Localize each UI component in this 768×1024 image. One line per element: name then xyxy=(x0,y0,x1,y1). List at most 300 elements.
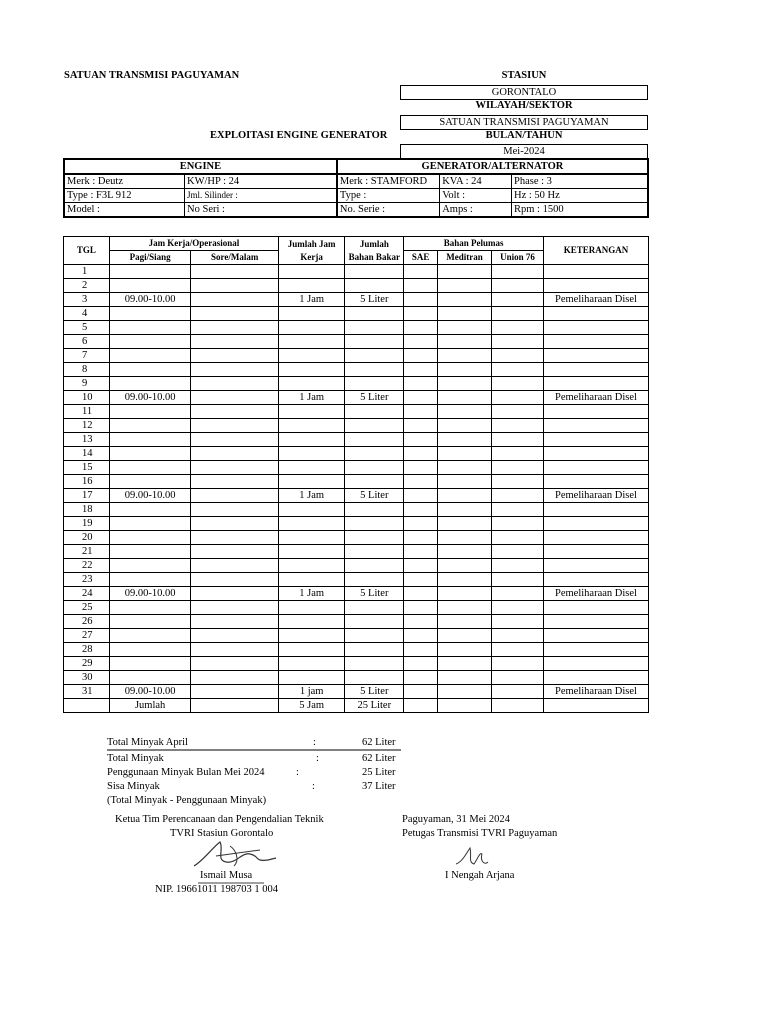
tgl-cell: 17 xyxy=(64,489,110,503)
sae-cell xyxy=(404,573,438,587)
pagi-cell xyxy=(109,419,191,433)
jumlah-jam-header xyxy=(279,237,345,265)
pagi-cell xyxy=(109,629,191,643)
jumlah-jam-cell xyxy=(279,671,345,685)
meditran-cell xyxy=(438,405,492,419)
union-cell xyxy=(492,643,544,657)
keterangan-header: KETERANGAN xyxy=(543,237,648,265)
sae-cell xyxy=(404,461,438,475)
gen-merk: Merk : STAMFORD xyxy=(337,174,440,189)
left-signature-image xyxy=(190,838,280,870)
jumlah-jam-cell xyxy=(279,629,345,643)
bahan-bakar-cell xyxy=(345,307,404,321)
engine-merk: Merk : Deutz xyxy=(64,174,185,189)
keterangan-cell: Pemeliharaan Disel xyxy=(543,587,648,601)
pagi-cell xyxy=(109,461,191,475)
jumlah-jam-cell: 1 jam xyxy=(279,685,345,699)
table-row xyxy=(64,321,649,335)
bahan-bakar-cell xyxy=(345,363,404,377)
pagi-cell xyxy=(109,671,191,685)
jumlah-jam-cell xyxy=(279,321,345,335)
wilayah-value: SATUAN TRANSMISI PAGUYAMAN xyxy=(400,115,648,130)
keterangan-cell xyxy=(543,503,648,517)
table-row xyxy=(64,545,649,559)
table-row xyxy=(64,363,649,377)
tgl-cell: 18 xyxy=(64,503,110,517)
bahan-bakar-cell xyxy=(345,447,404,461)
jumlah-jam-cell xyxy=(279,461,345,475)
summary-label: Sisa Minyak xyxy=(107,781,160,792)
sae-header: SAE xyxy=(404,251,438,265)
summary-colon: : xyxy=(313,737,316,748)
meditran-cell xyxy=(438,377,492,391)
sore-cell xyxy=(191,419,279,433)
jumlah-jam-cell xyxy=(279,475,345,489)
meditran-cell xyxy=(438,307,492,321)
sae-cell xyxy=(404,643,438,657)
union-cell xyxy=(492,433,544,447)
sae-cell xyxy=(404,559,438,573)
total-sae-cell xyxy=(404,699,438,713)
union-cell xyxy=(492,685,544,699)
keterangan-cell xyxy=(543,657,648,671)
pagi-cell xyxy=(109,377,191,391)
sore-cell xyxy=(191,475,279,489)
engine-header: ENGINE xyxy=(64,159,337,174)
tgl-cell: 13 xyxy=(64,433,110,447)
sae-cell xyxy=(404,657,438,671)
engine-type: Type : F3L 912 xyxy=(64,189,185,203)
gen-volt: Volt : xyxy=(440,189,512,203)
union-cell xyxy=(492,573,544,587)
union-cell xyxy=(492,671,544,685)
jumlah-jam-cell xyxy=(279,517,345,531)
sae-cell xyxy=(404,489,438,503)
table-row xyxy=(64,265,649,279)
tgl-cell: 16 xyxy=(64,475,110,489)
bulan-value: Mei-2024 xyxy=(400,144,648,159)
table-row xyxy=(64,335,649,349)
union-cell xyxy=(492,377,544,391)
table-row xyxy=(64,461,649,475)
bahan-bakar-cell xyxy=(345,405,404,419)
keterangan-cell xyxy=(543,461,648,475)
meditran-header: Meditran xyxy=(438,251,492,265)
sae-cell xyxy=(404,363,438,377)
keterangan-cell xyxy=(543,405,648,419)
engine-model: Model : xyxy=(64,203,185,218)
tgl-cell: 5 xyxy=(64,321,110,335)
tgl-cell: 23 xyxy=(64,573,110,587)
jumlah-jam-cell xyxy=(279,433,345,447)
union-cell xyxy=(492,419,544,433)
pagi-cell xyxy=(109,335,191,349)
pagi-cell xyxy=(109,279,191,293)
sore-cell xyxy=(191,405,279,419)
sae-cell xyxy=(404,545,438,559)
meditran-cell xyxy=(438,391,492,405)
table-row xyxy=(64,279,649,293)
summary-value: 37 Liter xyxy=(362,781,396,792)
tgl-cell: 1 xyxy=(64,265,110,279)
table-row xyxy=(64,391,649,405)
pagi-cell xyxy=(109,657,191,671)
tgl-cell: 25 xyxy=(64,601,110,615)
union-cell xyxy=(492,391,544,405)
bahan-bakar-header-line1: Jumlah xyxy=(359,238,389,249)
bahan-bakar-cell xyxy=(345,643,404,657)
meditran-cell xyxy=(438,461,492,475)
sore-cell xyxy=(191,517,279,531)
tgl-cell: 7 xyxy=(64,349,110,363)
union-header: Union 76 xyxy=(492,251,544,265)
stasiun-value: GORONTALO xyxy=(400,85,648,100)
sae-cell xyxy=(404,391,438,405)
bahan-bakar-cell xyxy=(345,433,404,447)
jumlah-jam-cell xyxy=(279,377,345,391)
bahan-bakar-cell: 5 Liter xyxy=(345,685,404,699)
tgl-cell: 12 xyxy=(64,419,110,433)
pagi-cell xyxy=(109,405,191,419)
sore-cell xyxy=(191,671,279,685)
jumlah-jam-cell xyxy=(279,615,345,629)
total-jam-cell: 5 Jam xyxy=(279,699,345,713)
wilayah-label: WILAYAH/SEKTOR xyxy=(475,100,573,111)
gen-phase: Phase : 3 xyxy=(511,174,648,189)
sae-cell xyxy=(404,293,438,307)
keterangan-cell: Pemeliharaan Disel xyxy=(543,293,648,307)
keterangan-cell xyxy=(543,349,648,363)
sore-cell xyxy=(191,377,279,391)
tgl-cell: 24 xyxy=(64,587,110,601)
gen-noserie: No. Serie : xyxy=(337,203,440,218)
tgl-cell: 21 xyxy=(64,545,110,559)
jumlah-jam-cell xyxy=(279,419,345,433)
meditran-cell xyxy=(438,363,492,377)
sore-header: Sore/Malam xyxy=(191,251,279,265)
total-row xyxy=(64,699,649,713)
generator-header: GENERATOR/ALTERNATOR xyxy=(337,159,648,174)
sae-cell xyxy=(404,405,438,419)
keterangan-cell xyxy=(543,419,648,433)
right-place-date: Paguyaman, 31 Mei 2024 xyxy=(402,814,510,825)
bahan-bakar-cell xyxy=(345,671,404,685)
table-row xyxy=(64,629,649,643)
sae-cell xyxy=(404,349,438,363)
bahan-bakar-cell xyxy=(345,377,404,391)
sore-cell xyxy=(191,447,279,461)
sore-cell xyxy=(191,573,279,587)
jumlah-jam-cell xyxy=(279,531,345,545)
pagi-cell xyxy=(109,265,191,279)
summary-label: Penggunaan Minyak Bulan Mei 2024 xyxy=(107,767,265,778)
sore-cell xyxy=(191,321,279,335)
left-signer-nip: NIP. 19661011 198703 1 004 xyxy=(155,884,278,895)
keterangan-cell xyxy=(543,363,648,377)
table-row xyxy=(64,643,649,657)
total-meditran-cell xyxy=(438,699,492,713)
union-cell xyxy=(492,307,544,321)
bahan-bakar-cell xyxy=(345,629,404,643)
sae-cell xyxy=(404,587,438,601)
summary-label: Total Minyak April xyxy=(107,737,188,748)
sore-cell xyxy=(191,629,279,643)
sore-cell xyxy=(191,601,279,615)
tgl-cell: 15 xyxy=(64,461,110,475)
sore-cell xyxy=(191,531,279,545)
left-signer-title-1: Ketua Tim Perencanaan dan Pengendalian Teknik xyxy=(115,814,324,825)
tgl-cell: 8 xyxy=(64,363,110,377)
meditran-cell xyxy=(438,643,492,657)
meditran-cell xyxy=(438,349,492,363)
org-title: SATUAN TRANSMISI PAGUYAMAN xyxy=(64,70,240,81)
sae-cell xyxy=(404,601,438,615)
bahan-bakar-cell xyxy=(345,419,404,433)
keterangan-cell xyxy=(543,545,648,559)
sae-cell xyxy=(404,517,438,531)
keterangan-cell xyxy=(543,615,648,629)
meditran-cell xyxy=(438,279,492,293)
sae-cell xyxy=(404,377,438,391)
pagi-cell: 09.00-10.00 xyxy=(109,293,191,307)
keterangan-cell xyxy=(543,671,648,685)
union-cell xyxy=(492,587,544,601)
union-cell xyxy=(492,475,544,489)
right-signer-title: Petugas Transmisi TVRI Paguyaman xyxy=(402,828,558,839)
sore-cell xyxy=(191,265,279,279)
pagi-cell: 09.00-10.00 xyxy=(109,391,191,405)
meditran-cell xyxy=(438,489,492,503)
keterangan-cell xyxy=(543,265,648,279)
pagi-cell: 09.00-10.00 xyxy=(109,685,191,699)
right-signer-name: I Nengah Arjana xyxy=(445,870,515,881)
union-cell xyxy=(492,447,544,461)
sore-cell xyxy=(191,461,279,475)
pagi-cell xyxy=(109,475,191,489)
pagi-cell xyxy=(109,517,191,531)
summary-label: Total Minyak xyxy=(107,753,164,764)
summary-divider xyxy=(107,749,401,751)
meditran-cell xyxy=(438,545,492,559)
sae-cell xyxy=(404,475,438,489)
bahan-bakar-cell: 5 Liter xyxy=(345,293,404,307)
keterangan-cell xyxy=(543,629,648,643)
meditran-cell xyxy=(438,685,492,699)
union-cell xyxy=(492,321,544,335)
meditran-cell xyxy=(438,503,492,517)
bahan-bakar-cell xyxy=(345,559,404,573)
pagi-cell xyxy=(109,433,191,447)
keterangan-cell xyxy=(543,475,648,489)
table-row xyxy=(64,447,649,461)
meditran-cell xyxy=(438,419,492,433)
pagi-cell xyxy=(109,363,191,377)
sore-cell xyxy=(191,293,279,307)
keterangan-cell xyxy=(543,279,648,293)
jumlah-jam-cell xyxy=(279,657,345,671)
table-row xyxy=(64,377,649,391)
bahan-bakar-cell xyxy=(345,573,404,587)
keterangan-cell xyxy=(543,307,648,321)
bahan-bakar-cell xyxy=(345,265,404,279)
sore-cell xyxy=(191,643,279,657)
jumlah-jam-cell xyxy=(279,643,345,657)
table-row xyxy=(64,657,649,671)
tgl-cell: 30 xyxy=(64,671,110,685)
keterangan-cell xyxy=(543,517,648,531)
union-cell xyxy=(492,489,544,503)
table-row xyxy=(64,615,649,629)
jumlah-jam-cell xyxy=(279,573,345,587)
meditran-cell xyxy=(438,475,492,489)
pagi-cell xyxy=(109,559,191,573)
total-union-cell xyxy=(492,699,544,713)
summary-value: 62 Liter xyxy=(362,737,396,748)
pagi-cell: 09.00-10.00 xyxy=(109,489,191,503)
sae-cell xyxy=(404,685,438,699)
keterangan-cell: Pemeliharaan Disel xyxy=(543,391,648,405)
total-sore-cell xyxy=(191,699,279,713)
jumlah-jam-cell xyxy=(279,601,345,615)
summary-colon: : xyxy=(296,767,299,778)
jumlah-jam-header-line2: Kerja xyxy=(300,251,323,262)
table-row xyxy=(64,307,649,321)
tgl-cell: 29 xyxy=(64,657,110,671)
table-row xyxy=(64,573,649,587)
jam-kerja-header: Jam Kerja/Operasional xyxy=(109,237,278,251)
bahan-bakar-header-line2: Bahan Bakar xyxy=(348,251,400,262)
sore-cell xyxy=(191,559,279,573)
sae-cell xyxy=(404,279,438,293)
right-signature-image xyxy=(452,844,492,870)
sore-cell xyxy=(191,685,279,699)
union-cell xyxy=(492,559,544,573)
meditran-cell xyxy=(438,321,492,335)
union-cell xyxy=(492,545,544,559)
engine-spec-table xyxy=(63,158,649,218)
doc-title: EXPLOITASI ENGINE GENERATOR xyxy=(210,130,388,141)
keterangan-cell xyxy=(543,377,648,391)
meditran-cell xyxy=(438,433,492,447)
bulan-label: BULAN/TAHUN xyxy=(485,130,563,141)
jumlah-jam-cell: 1 Jam xyxy=(279,293,345,307)
operation-log-table xyxy=(63,236,649,713)
tgl-cell: 20 xyxy=(64,531,110,545)
sae-cell xyxy=(404,503,438,517)
pagi-cell xyxy=(109,503,191,517)
union-cell xyxy=(492,657,544,671)
keterangan-cell xyxy=(543,643,648,657)
sore-cell xyxy=(191,279,279,293)
sae-cell xyxy=(404,265,438,279)
sae-cell xyxy=(404,447,438,461)
left-signer-name: Ismail Musa xyxy=(200,870,253,881)
pagi-cell xyxy=(109,447,191,461)
engine-kwhp: KW/HP : 24 xyxy=(185,174,337,189)
sae-cell xyxy=(404,531,438,545)
pagi-cell xyxy=(109,573,191,587)
sore-cell xyxy=(191,307,279,321)
table-row xyxy=(64,433,649,447)
sae-cell xyxy=(404,629,438,643)
table-row xyxy=(64,559,649,573)
pagi-cell: 09.00-10.00 xyxy=(109,587,191,601)
gen-type: Type : xyxy=(337,189,440,203)
keterangan-cell: Pemeliharaan Disel xyxy=(543,489,648,503)
union-cell xyxy=(492,279,544,293)
bahan-bakar-cell xyxy=(345,335,404,349)
jumlah-jam-cell: 1 Jam xyxy=(279,489,345,503)
bahan-bakar-cell xyxy=(345,503,404,517)
tgl-cell: 27 xyxy=(64,629,110,643)
meditran-cell xyxy=(438,629,492,643)
table-row xyxy=(64,671,649,685)
meditran-cell xyxy=(438,615,492,629)
total-ket-cell xyxy=(543,699,648,713)
gen-kva: KVA : 24 xyxy=(440,174,512,189)
keterangan-cell xyxy=(543,447,648,461)
tgl-cell: 31 xyxy=(64,685,110,699)
union-cell xyxy=(492,531,544,545)
bahan-bakar-cell xyxy=(345,545,404,559)
tgl-header: TGL xyxy=(64,237,110,265)
keterangan-cell xyxy=(543,433,648,447)
sore-cell xyxy=(191,335,279,349)
tgl-cell: 14 xyxy=(64,447,110,461)
tgl-cell: 9 xyxy=(64,377,110,391)
left-signer-title-2: TVRI Stasiun Gorontalo xyxy=(170,828,274,839)
sore-cell xyxy=(191,545,279,559)
jumlah-jam-cell: 1 Jam xyxy=(279,587,345,601)
keterangan-cell xyxy=(543,573,648,587)
summary-value: 25 Liter xyxy=(362,767,396,778)
sae-cell xyxy=(404,615,438,629)
jumlah-jam-cell xyxy=(279,503,345,517)
jumlah-jam-cell xyxy=(279,307,345,321)
jumlah-jam-cell xyxy=(279,559,345,573)
union-cell xyxy=(492,601,544,615)
meditran-cell xyxy=(438,559,492,573)
tgl-cell: 3 xyxy=(64,293,110,307)
table-row xyxy=(64,405,649,419)
union-cell xyxy=(492,503,544,517)
engine-silinder: Jml. Silinder : xyxy=(185,189,337,203)
pagi-cell xyxy=(109,601,191,615)
summary-colon: : xyxy=(312,781,315,792)
pagi-cell xyxy=(109,615,191,629)
tgl-cell: 6 xyxy=(64,335,110,349)
union-cell xyxy=(492,293,544,307)
sore-cell xyxy=(191,363,279,377)
sae-cell xyxy=(404,671,438,685)
jumlah-jam-cell: 1 Jam xyxy=(279,391,345,405)
sore-cell xyxy=(191,503,279,517)
gen-rpm: Rpm : 1500 xyxy=(511,203,648,218)
meditran-cell xyxy=(438,587,492,601)
sore-cell xyxy=(191,587,279,601)
sae-cell xyxy=(404,335,438,349)
bahan-bakar-cell: 5 Liter xyxy=(345,587,404,601)
bahan-bakar-cell xyxy=(345,279,404,293)
bahan-bakar-cell xyxy=(345,531,404,545)
union-cell xyxy=(492,349,544,363)
meditran-cell xyxy=(438,671,492,685)
gen-hz: Hz : 50 Hz xyxy=(511,189,648,203)
summary-note: (Total Minyak - Penggunaan Minyak) xyxy=(107,795,267,806)
total-empty-cell xyxy=(64,699,110,713)
jumlah-jam-cell xyxy=(279,447,345,461)
meditran-cell xyxy=(438,447,492,461)
